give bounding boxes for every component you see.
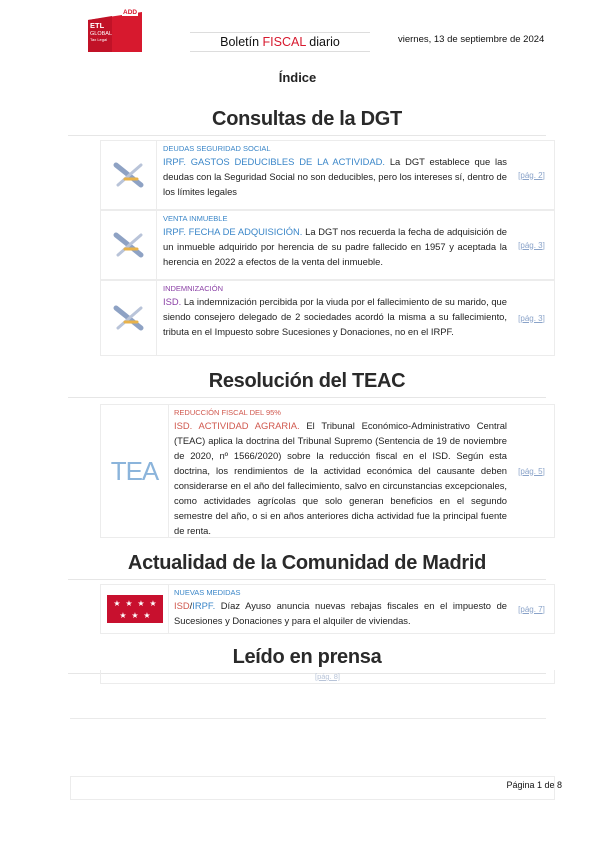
etl-global-logo xyxy=(88,9,142,52)
teac-logo-icon: TEA xyxy=(101,405,169,537)
title-prefix: Boletín xyxy=(220,35,263,49)
entry-lead[interactable]: ISD. xyxy=(163,296,182,307)
section-title-teac: Resolución del TEAC xyxy=(68,368,546,398)
list-item[interactable] xyxy=(100,280,555,356)
entry-text: ISD/IRPF. Díaz Ayuso anuncia nuevas rebajas fiscales en el impuesto de Sucesiones y Donaciones y para el alquiler de viviendas. xyxy=(174,600,507,626)
entry-lead-irpf[interactable]: IRPF. xyxy=(192,600,216,611)
logo-global-text: GLOBAL xyxy=(90,31,113,37)
entry-lead[interactable]: IRPF. FECHA DE ADQUISICIÓN. xyxy=(163,226,303,237)
svg-text:★: ★ xyxy=(118,611,127,620)
entry-text: IRPF. FECHA DE ADQUISICIÓN. La DGT nos recuerda la fecha de adquisición de un inmueble adquirido por herencia de su padre fallecido en 1957 y aceptada la herencia en 2022 a efectos de la venta del inmueble. xyxy=(163,226,507,267)
page-link[interactable]: [pág. 3] xyxy=(518,240,545,250)
bulletin-title xyxy=(190,32,370,52)
bulletin-date: viernes, 13 de septiembre de 2024 xyxy=(398,34,545,45)
index-heading: Índice xyxy=(278,70,317,85)
list-item[interactable] xyxy=(100,140,555,210)
divider xyxy=(70,718,546,719)
entry-text: ISD. La indemnización percibida por la viuda por el fallecimiento de su marido, que siendo consejero delegado de 2 sociedades acordó la misma a su fallecimiento, tributa en el Impuesto sobre Sucesiones y Donaciones, no en el IRPF. xyxy=(163,296,507,337)
section-title-dgt: Consultas de la DGT xyxy=(68,106,546,136)
section-title-prensa: Leído en prensa xyxy=(68,644,546,674)
madrid-flag-icon xyxy=(101,585,169,633)
prensa-row[interactable] xyxy=(100,670,555,684)
title-suffix: diario xyxy=(305,35,340,49)
entry-lead[interactable]: ISD. ACTIVIDAD AGRARIA. xyxy=(174,420,300,431)
page-link[interactable]: [pág. 7] xyxy=(518,604,545,614)
svg-text:★: ★ xyxy=(142,611,151,620)
svg-text:★: ★ xyxy=(130,611,139,620)
entry-text: IRPF. GASTOS DEDUCIBLES DE LA ACTIVIDAD. La DGT establece que las deudas con la Seguridad Social no son deducibles, pero los intereses sí, dentro de los límites legales xyxy=(163,156,507,197)
logo-etl-text: ETL xyxy=(90,21,105,30)
entry-tag: VENTA INMUEBLE xyxy=(163,214,228,223)
svg-text:★: ★ xyxy=(148,599,157,608)
page-link[interactable]: [pág. 8] xyxy=(314,672,341,681)
tax-agency-icon xyxy=(101,211,157,279)
list-item[interactable] xyxy=(100,210,555,280)
tax-agency-icon xyxy=(101,281,157,355)
page-link[interactable]: [pág. 5] xyxy=(518,466,545,476)
entry-tag: INDEMNIZACIÓN xyxy=(163,284,223,293)
title-fiscal: FISCAL xyxy=(262,35,306,49)
page-number: Página 1 de 8 xyxy=(506,780,562,790)
page-link[interactable]: [pág. 2] xyxy=(518,170,545,180)
entry-lead-isd[interactable]: ISD xyxy=(174,600,190,611)
tax-agency-icon xyxy=(101,141,157,209)
etl-logo-icon xyxy=(88,12,142,52)
svg-text:★: ★ xyxy=(124,599,133,608)
entry-tag: DEUDAS SEGURIDAD SOCIAL xyxy=(163,144,271,153)
entry-text: ISD. ACTIVIDAD AGRARIA. El Tribunal Económico-Administrativo Central (TEAC) aplica la doctrina del Tribunal Supremo (Sentencia de 19 de noviembre de 2020, nº 1566/2020) sobre la reducción fiscal en el ISD. Según esta doctrina, los rendimientos de la actividad económica del causante deben considerarse en el año del fallecimiento, salvo en circunstancias excepcionales, como actividades agrícolas que solo generan beneficios en el segundo semestre del año, o si en años anteriores dicha actividad fue la principal fuente de renta. xyxy=(174,420,507,536)
svg-text:★: ★ xyxy=(136,599,145,608)
list-item[interactable] xyxy=(100,584,555,634)
svg-text:★: ★ xyxy=(112,599,121,608)
logo-taxlegal-text: Tax Legal xyxy=(90,37,108,42)
entry-tag: REDUCCIÓN FISCAL DEL 95% xyxy=(174,408,281,417)
list-item[interactable] xyxy=(100,404,555,538)
entry-lead[interactable]: IRPF. GASTOS DEDUCIBLES DE LA ACTIVIDAD. xyxy=(163,156,385,167)
entry-tag: NUEVAS MEDIDAS xyxy=(174,588,241,597)
footer xyxy=(70,776,555,800)
page-link[interactable]: [pág. 3] xyxy=(518,313,545,323)
logo-add-text: ADD xyxy=(123,9,138,16)
section-title-madrid: Actualidad de la Comunidad de Madrid xyxy=(68,550,546,580)
